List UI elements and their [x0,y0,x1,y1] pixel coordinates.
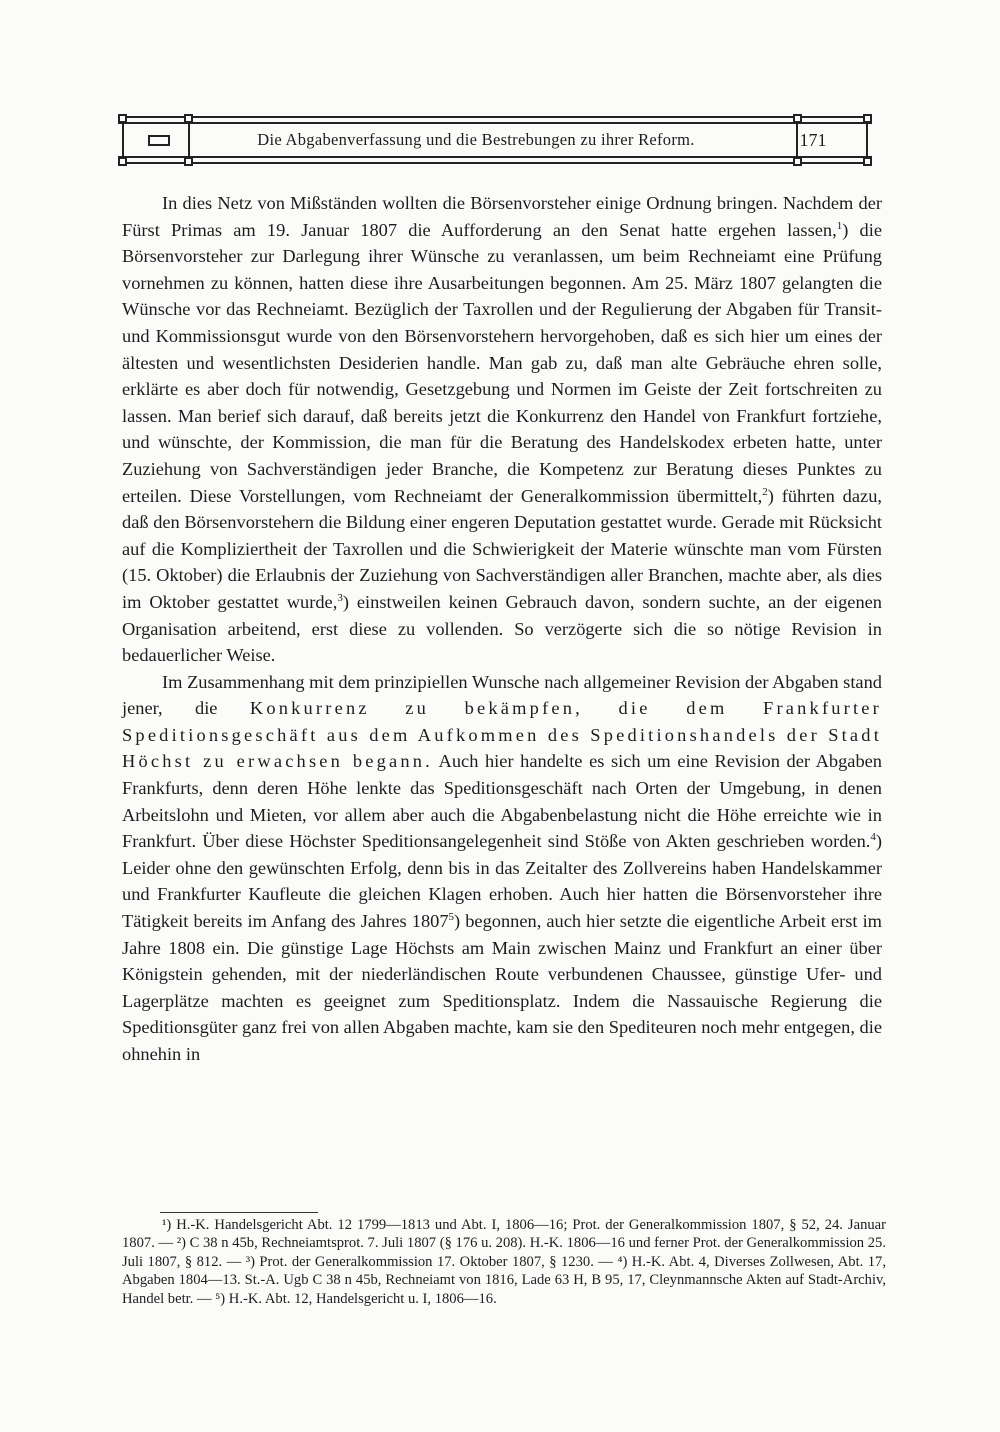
header-corner-ornament [118,157,127,166]
footnotes [122,1216,886,1308]
emphasized-text: Konkurrenz zu bekämpfen, die dem Frankfurter Speditionsgeschäft aus dem Aufkommen des Speditionshandels der Stadt Höchst zu erwachsen begann. [122,698,882,772]
header-ornament-box [148,135,170,146]
paragraph-1-text: ) einstweilen keinen Gebrauch davon, sondern suchte, an der eigenen Organisation arbeitend, erst diese zu vollenden. So verzögerte sich die so nötige Revision in bedauerlicher Weise. [122,591,882,666]
footnote-ref-3: 3 [337,591,343,604]
header-corner-ornament [184,157,193,166]
running-header [118,114,872,166]
paragraph-2 [122,669,882,1068]
header-corner-ornament [863,157,872,166]
page-number: 171 [799,129,827,150]
paragraph-2-text: ) Leider ohne den gewünschten Erfolg, denn bis in das Zeitalter des Zollvereins haben Handelskammer und Frankfurter Kaufleute die gleichen Klagen erhoben. Auch hier hatten die Börsenvorsteher ihre Tätigkeit bereits im Anfang des Jahres 1807 [122,831,882,932]
paragraph-1-text: ) führten dazu, daß den Börsenvorstehern die Bildung einer engeren Deputation gestattet wurde. Gerade mit Rücksicht auf die Kompliziertheit der Taxrollen und die Schwierigkeit der Materie wünschte man vom Fürsten (15. Oktober) die Erlaubnis der Zuziehung von Sachverständigen aller Branchen, machte aber, als dies im Oktober gestattet wurde, [122,485,882,612]
header-corner-ornament [118,114,127,123]
paragraph-2-text: Im Zusammenhang mit dem prinzipiellen Wunsche nach allgemeiner Revision der Abgaben stand jener, die [122,671,882,719]
footnote-ref-1: 1 [836,219,843,232]
main-text [122,190,882,1068]
footnote-text: ¹) H.-K. Handelsgericht Abt. 12 1799—1813 und Abt. I, 1806—16; Prot. der Generalkommission 1807, § 52, 24. Januar 1807. — ²) C 38 n 45b, Rechneiamtsprot. 7. Juli 1807 (§ 176 u. 208). H.-K. 1806—16 und ferner Prot. der Generalkommission 25. Juli 1807, § 812. — ³) Prot. der Generalkommission 17. Oktober 1807, § 1230. — ⁴) H.-K. Abt. 4, Diverses Zollwesen, Abt. 17, Abgaben 1804—13. St.-A. Ugb C 38 n 45b, Rechneiamt von 1816, Lade 63 H, B 95, 17, Cleynmannsche Akten auf Stadt-Archiv, Handel betr. — ⁵) H.-K. Abt. 12, Handelsgericht u. I, 1806—16. [122,1217,886,1307]
header-corner-ornament [863,114,872,123]
header-corner-ornament [184,114,193,123]
footnote-ref-5: 5 [448,910,455,923]
paragraph-2-text: Auch hier handelte es sich um eine Revision der Abgaben Frankfurts, denn deren Höhe lenkte das Speditionsgeschäft nach Orten der Umgebung, in denen Arbeitslohn und Mieten, vor allem aber auch die Abgabenbelastung nicht die Höhe erreichte wie in Frankfurt. Über diese Höchster Speditionsangelegenheit sind Stöße von Akten geschrieben worden. [122,751,882,852]
footnote-ref-4: 4 [870,831,876,844]
footnote-ref-2: 2 [762,485,768,498]
paragraph-1 [122,190,882,669]
running-title: Die Abgabenverfassung und die Bestrebungen zu ihrer Reform. [257,130,695,149]
paragraph-1-text: ) die Börsenvorsteher zur Darlegung ihrer Wünsche zu veranlassen, um beim Rechneiamt eine Prüfung vornehmen zu können, hatten diese ihre Ausarbeitungen begonnen. Am 25. März 1807 gelangten die Wünsche vor das Rechneiamt. Bezüglich der Taxrollen und der Regulierung der Abgaben für Transit- und Kommissionsgut wurde von den Börsenvorstehern hervorgehoben, daß es sich hier um eines der ältesten und wesentlichsten Desiderien handle. Man gab zu, daß man alte Gebräuche ehren solle, erklärte es aber doch für notwendig, Gesetzgebung und Normen im Geiste der Zeit fortschreiten zu lassen. Man berief sich darauf, daß bereits jetzt die Konkurrenz den Handel von Frankfurt fortziehe, und wünschte, der Kommission, die man für die Beratung des Handelskodex erbeten hatte, unter Zuziehung von Sachverständigen jeder Branche, die Kompetenz zur Beratung dieses Punktes zu erteilen. Diese Vorstellungen, vom Rechneiamt der Generalkommission übermittelt, [122,219,882,506]
footnote-separator [160,1212,318,1213]
paragraph-1-text: In dies Netz von Mißständen wollten die Börsenvorsteher einige Ordnung bringen. Nachdem der Fürst Primas am 19. Januar 1807 die Aufforderung an den Senat hatte ergehen lassen, [122,193,882,240]
paragraph-2-text: ) begonnen, auch hier setzte die eigentliche Arbeit erst im Jahre 1808 ein. Die günstige Lage Höchsts am Main zwischen Mainz und Frankfurt an einer über Königstein gehenden, mit der niederländischen Route verbundenen Chaussee, günstige Ufer- und Lagerplätze machten es geeignet zum Speditionsplatz. Indem die Nassauische Regierung die Speditionsgüter ganz frei von allen Abgaben machte, kam sie den Spediteuren noch mehr entgegen, die ohnehin in [122,911,882,1064]
